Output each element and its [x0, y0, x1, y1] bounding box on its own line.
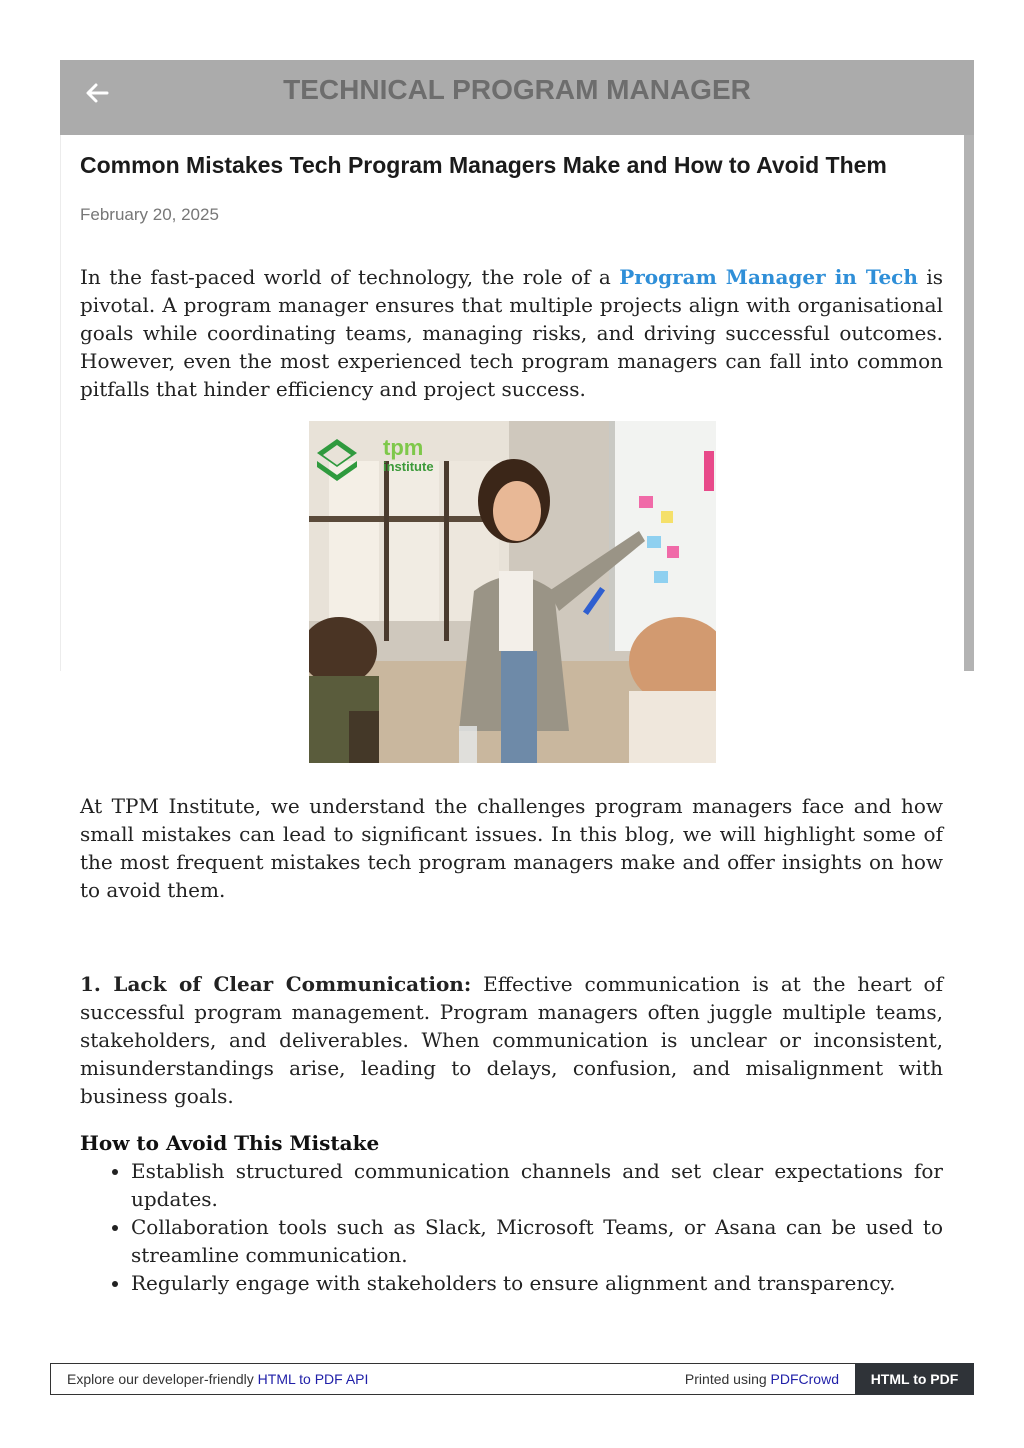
- footer-mid-text: Printed using: [684, 1371, 771, 1387]
- app-title: TECHNICAL PROGRAM MANAGER: [283, 74, 751, 105]
- section-1-paragraph: [80, 970, 943, 1110]
- content-edge: [60, 135, 61, 671]
- app-header: [60, 60, 974, 135]
- logo-text-tpm: tpm: [383, 435, 424, 460]
- list-item: • Regularly engage with stakeholders to ensure alignment and transparency.: [131, 1269, 943, 1297]
- intro-text-after: is pivotal. A program manager ensures that multiple projects align with organisational goals while coordinating teams, managing risks, and driving successful outcomes. However, even the most experienced tech program managers can fall into common pitfalls that hinder efficiency and project success.: [80, 265, 943, 401]
- list-item: • Establish structured communication channels and set clear expectations for updates.: [131, 1157, 943, 1213]
- footer-printed-using: [685, 1371, 839, 1387]
- article-photo: [309, 421, 716, 763]
- pdfcrowd-link[interactable]: PDFCrowd: [770, 1371, 839, 1387]
- logo-text-institute: institute: [383, 459, 434, 474]
- avoid-list: [80, 1157, 943, 1297]
- post-title: Common Mistakes Tech Program Managers Make and How to Avoid Them: [80, 152, 887, 178]
- program-manager-link[interactable]: Program Manager in Tech: [619, 265, 918, 289]
- presentation-photo-illustration: [309, 421, 716, 763]
- section-1-heading: 1. Lack of Clear Communication:: [80, 972, 472, 996]
- print-footer: [50, 1363, 974, 1395]
- section-1-body: Effective communication is at the heart of successful program management. Program managers often juggle multiple teams, stakeholders, and deliverables. When communication is unclear or inconsistent, misunderstandings arise, leading to delays, confusion, and misalignment with business goals.: [80, 972, 943, 1108]
- list-item: • Collaboration tools such as Slack, Microsoft Teams, or Asana can be used to streamline communication.: [131, 1213, 943, 1269]
- scrollbar[interactable]: [964, 135, 974, 671]
- avoid-heading: How to Avoid This Mistake: [80, 1131, 380, 1155]
- html-to-pdf-api-link[interactable]: HTML to PDF API: [257, 1371, 369, 1387]
- intro-paragraph: [80, 263, 943, 403]
- overview-paragraph: At TPM Institute, we understand the challenges program managers face and how small mistakes can lead to significant issues. In this blog, we will highlight some of the most frequent mistakes tech program managers make and offer insights on how to avoid them.: [80, 794, 943, 902]
- html-to-pdf-button[interactable]: HTML to PDF: [855, 1363, 974, 1395]
- intro-text-before: In the fast-paced world of technology, the role of a: [80, 265, 620, 289]
- footer-left: [67, 1371, 368, 1387]
- footer-left-text: Explore our developer-friendly: [67, 1371, 258, 1387]
- post-date: February 20, 2025: [80, 205, 219, 224]
